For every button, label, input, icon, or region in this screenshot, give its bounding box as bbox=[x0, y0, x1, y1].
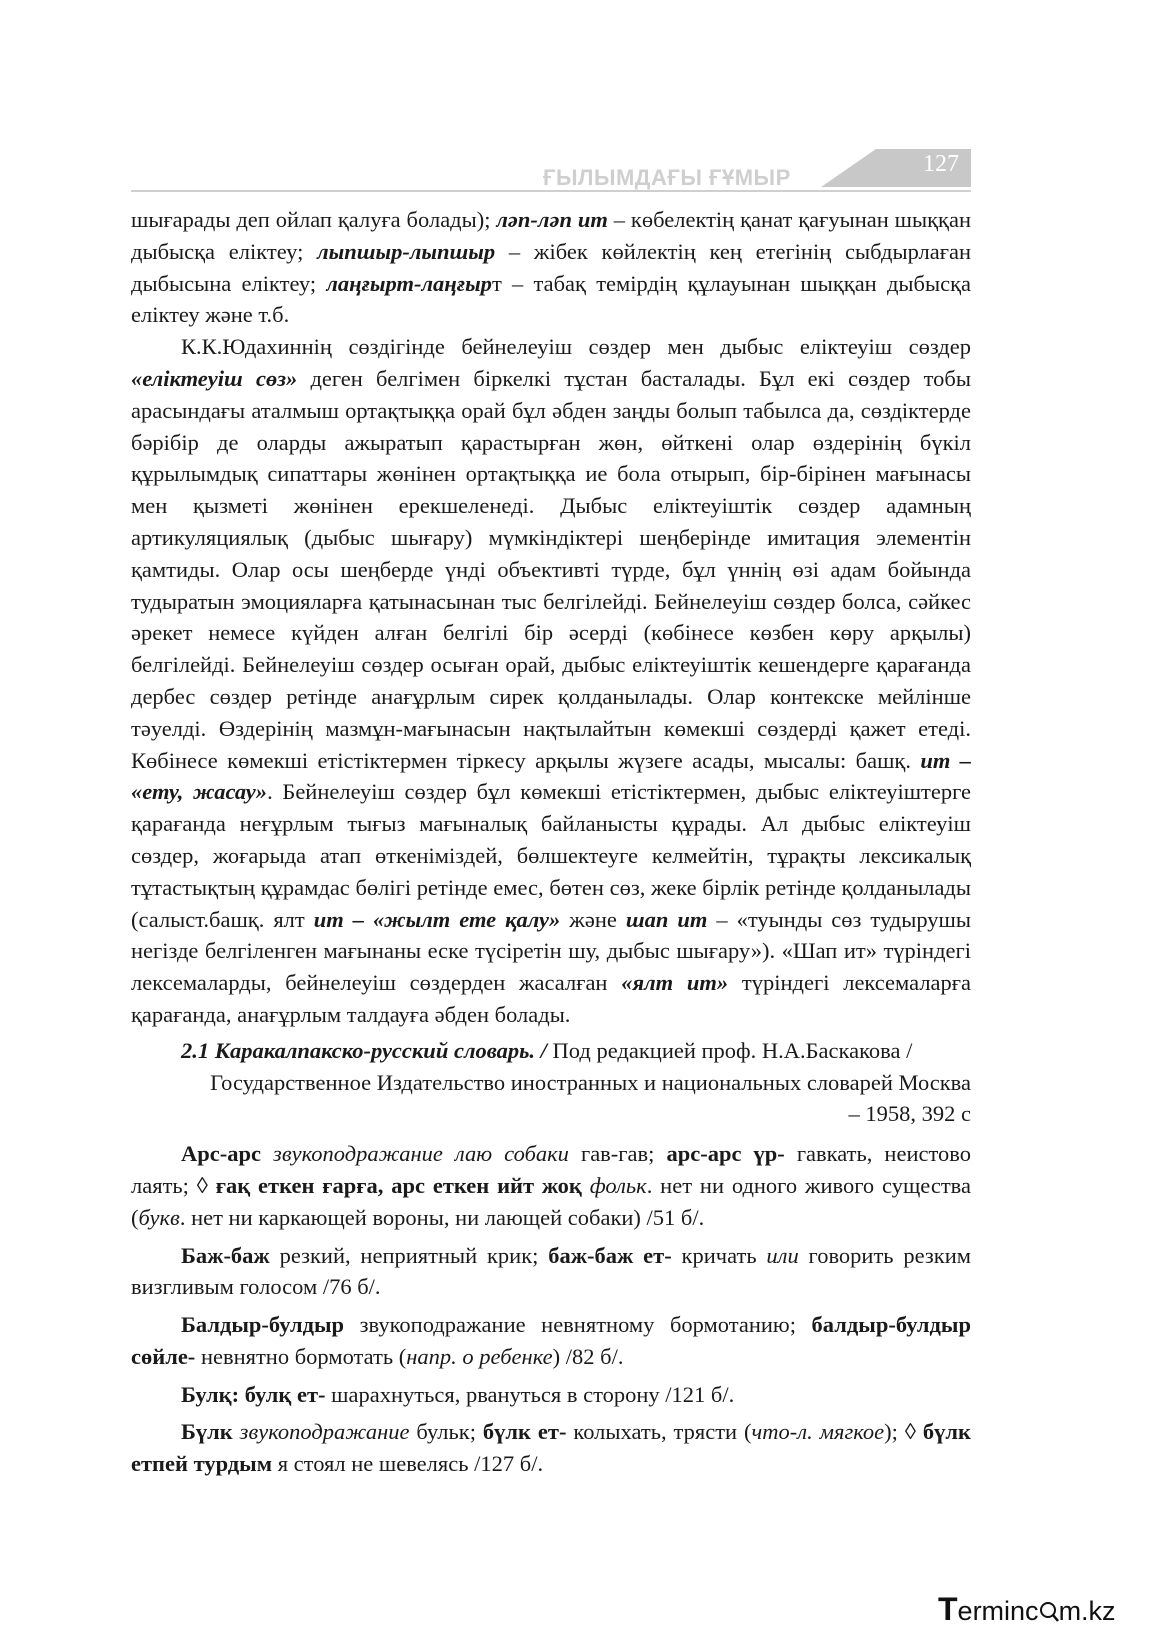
header-rule bbox=[131, 190, 971, 192]
dictionary-entry: Баж-баж резкий, неприятный крик; баж-баж ет- кричать или говорить резким визгливым голосом /76 б/. bbox=[131, 1242, 971, 1300]
magnifier-icon bbox=[1039, 1596, 1059, 1626]
reference-citation: 2.1 Каракалпакско-русский словарь. / Под редакцией проф. Н.А.Баскакова / Государственное Издательство иностранных и национальных словарей Москва – 1958, 392 с bbox=[181, 1037, 971, 1127]
dictionary-entry: Балдыр-булдыр звукоподражание невнятному бормотанию; балдыр-булдыр сөйле- невнятно бормотать (напр. о ребенке) /82 б/. bbox=[131, 1312, 971, 1369]
body-text bbox=[131, 204, 971, 1486]
dictionary-entry: Булқ: булқ ет- шарахнуться, рвануться в сторону /121 б/. bbox=[181, 1381, 735, 1407]
running-header-title: ҒЫЛЫМДАҒЫ ҒҰМЫР bbox=[543, 165, 791, 190]
running-header bbox=[131, 145, 971, 197]
paragraph-main: К.К.Юдахиннің сөздігінде бейнелеуіш сөздер мен дыбыс еліктеуіш сөздер «еліктеуіш сөз» деген белгімен біркелкі тұстан басталады. Бұл екі сөздер тобы арасындағы аталмыш ортақтыққа орай бұл әбден заңды болып табылса да, сөздіктерде бәрібір де оларды ажыратып қарастырған жөн, өйткені олар өздерінің бүкіл құрылымдық сипаттары жөнінен ортақтыққа ие бола отырып, бір-бірінен мағынасы мен қызметі жөнінен ерекшеленеді. Дыбыс еліктеуіштік сөздер адамның артикуляциялық (дыбыс шығару) мүмкіндіктері шеңберінде имитация элементін қамтиды. Олар осы шеңберде үнді объективті түрде, бұл үннің өзі адам бойында тудыратын эмоцияларға қатынасынан тыс белгілейді. Бейнелеуіш сөздер болса, сәйкес әрекет немесе күйден алған белгілі бір әсерді (көбінесе көзбен көру арқылы) белгілейді. Бейнелеуіш сөздер осыған орай, дыбыс еліктеуіштік кешендерге қарағанда дербес сөздер ретінде анағұрлым сирек қолданылады. Олар контекске мейлінше тәуелді. Өздерінің мазмұн-мағынасын нақтылайтын көмекші сөздерді қажет етеді. Көбінесе көмекші етістіктермен тіркесу арқылы жүзеге асады, мысалы: башқ. ит – «ету, жасау». Бейнелеуіш сөздер бұл көмекші етістіктермен, дыбыс еліктеуіштерге қарағанда неғұрлым тығыз мағыналық байланысты құрады. Ал дыбыс еліктеуіш сөздер, жоғарыда атап өткеніміздей, бөлшектеуге келмейтін, тұрақты лексикалық тұтастықтың құрамдас бөлігі ретінде емес, бөтен сөз, жеке бірлік ретінде қолданылады (салыст.башқ. ялт ит – «жылт ете қалу» және шап ит – «туынды сөз тудырушы негізде белгіленген мағынаны еске түсіретін шу, дыбыс шығару»). «Шап ит» түріндегі лексемаларды, бейнелеуіш сөздерден жасалған «ялт ит» түріндегі лексемаларға қарағанда, анағұрлым талдауға әбден болады. bbox=[131, 334, 972, 1027]
dictionary-entry: Арс-арс звукоподражание лаю собаки гав-гав; арс-арс үр- гавкать, неистово лаять; ◊ ғақ еткен ғарға, арс еткен ийт жоқ фольк. нет ни одного живого существа (букв. нет ни каркающей вороны, ни лающей собаки) /51 б/. bbox=[131, 1141, 971, 1230]
dictionary-entries bbox=[131, 1138, 971, 1480]
paragraph-continuation: шығарады деп ойлап қалуға болады); ләп-ләп ит – көбелектің қанат қағуынан шыққан дыбысқа еліктеу; лыпшыр-лыпшыр – жібек көйлектің кең етегінің сыбдырлаған дыбысына еліктеу; лаңғырт-лаңғырт – табақ темірдің құлауынан шыққан дыбысқа еліктеу және т.б. bbox=[131, 207, 972, 328]
page-number: 127 bbox=[923, 151, 959, 177]
dictionary-entry: Бүлк звукоподражание бульк; бүлк ет- колыхать, трясти (что-л. мягкое); ◊ бүлк етпей турдым я стоял не шевелясь /127 б/. bbox=[131, 1419, 971, 1477]
termincom-watermark: Terminc m.kz bbox=[938, 1591, 1116, 1627]
